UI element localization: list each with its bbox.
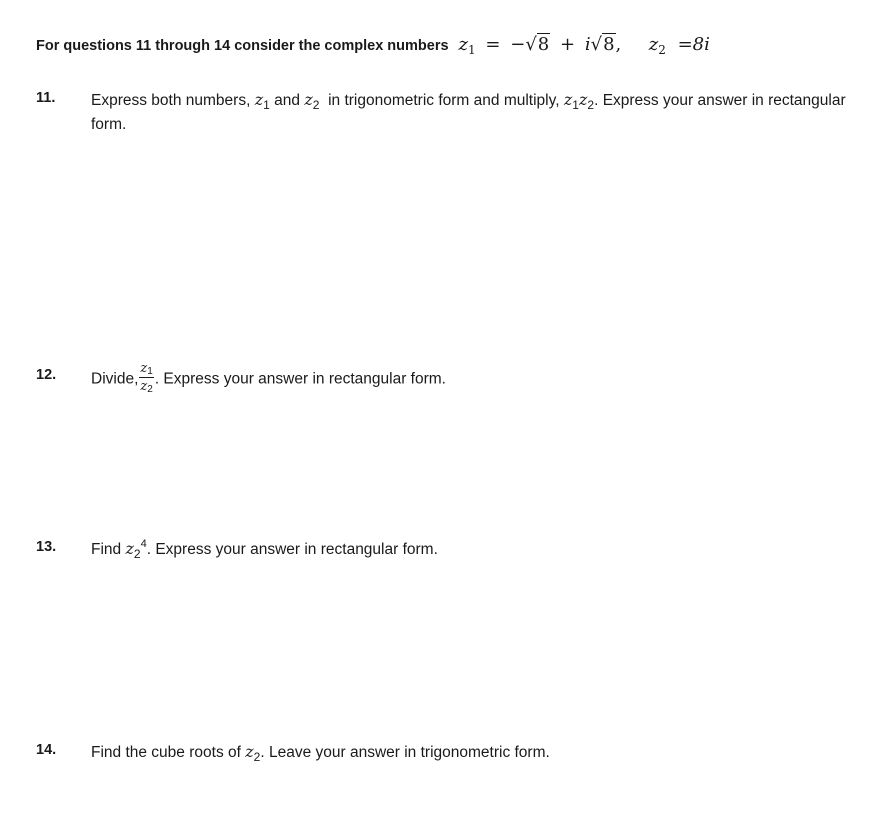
q13-text-b: . Express your answer in rectangular form. — [146, 541, 438, 558]
radicand-a: 8 — [537, 34, 550, 55]
question-text — [91, 537, 856, 563]
q14-text-b: . Leave your answer in trigonometric form. — [260, 744, 550, 761]
sqrt-icon: √ — [525, 34, 537, 55]
plus-sign: + — [559, 34, 576, 55]
radicand-b: 8 — [603, 34, 615, 55]
comma: , — [615, 34, 622, 55]
question-text — [91, 88, 856, 136]
sqrt-icon: √ — [590, 34, 603, 55]
q11-text-c: . Express your answer in rectangular form. — [91, 92, 846, 133]
intro-statement — [36, 34, 710, 55]
question-text — [91, 740, 856, 765]
q14-text-a: Find the cube roots of — [91, 744, 241, 761]
q13-exponent: 4 — [140, 538, 147, 550]
question-number: 12. — [36, 367, 57, 383]
z2-equals-sign: = — [677, 34, 693, 55]
intro-text: For questions 11 through 14 consider the complex numbers — [36, 38, 449, 54]
q11-z1-subscript: 1 — [263, 98, 270, 112]
q11-z1-variable: z — [254, 90, 264, 109]
q13-text-a: Find — [91, 541, 122, 558]
question-number: 13. — [36, 539, 57, 555]
q13-z2-subscript: 2 — [133, 547, 141, 561]
question-number: 14. — [36, 742, 57, 758]
z2-variable: z — [648, 34, 659, 55]
question-number: 11. — [36, 90, 56, 106]
q12-text-b: . Express your answer in rectangular form. — [154, 370, 446, 388]
z2-subscript: 2 — [658, 43, 666, 57]
z1-variable: z — [458, 34, 469, 55]
q11-product-z1: z — [563, 90, 573, 109]
fraction-denominator — [139, 378, 153, 395]
q11-product-z2-subscript: 2 — [587, 98, 595, 112]
complex-numbers-definition — [459, 34, 710, 55]
z2-value: 8i — [692, 34, 710, 55]
q11-product-z1-subscript: 1 — [572, 98, 579, 112]
q11-and: and — [274, 92, 301, 109]
numerator-variable: z — [140, 361, 148, 376]
q14-z2-variable: z — [245, 742, 254, 761]
question-text — [91, 362, 856, 397]
z1-subscript: 1 — [468, 43, 476, 57]
q14-z2-subscript: 2 — [253, 750, 261, 764]
denominator-variable: z — [140, 379, 148, 394]
question-11 — [36, 88, 856, 136]
question-13 — [36, 537, 856, 563]
question-14 — [36, 740, 856, 765]
sqrt-term-b — [591, 34, 616, 55]
q11-z2-variable: z — [304, 90, 313, 109]
numerator-subscript: 1 — [147, 366, 153, 377]
equals-sign: = — [485, 34, 501, 55]
sqrt-term-a — [525, 34, 550, 55]
q11-text-a: Express both numbers, — [91, 92, 251, 109]
denominator-subscript: 2 — [147, 384, 153, 395]
question-12 — [36, 362, 856, 397]
q11-z2-subscript: 2 — [312, 98, 320, 112]
q12-text-a: Divide, — [91, 370, 139, 388]
fraction-numerator — [139, 360, 153, 378]
fraction-z1-over-z2 — [139, 360, 153, 395]
q11-text-b: in trigonometric form and multiply, — [328, 92, 560, 109]
q11-product-z2: z — [578, 90, 588, 109]
minus-sign: − — [510, 34, 526, 55]
q13-z2-variable: z — [125, 539, 134, 558]
imaginary-unit: i — [584, 34, 591, 55]
